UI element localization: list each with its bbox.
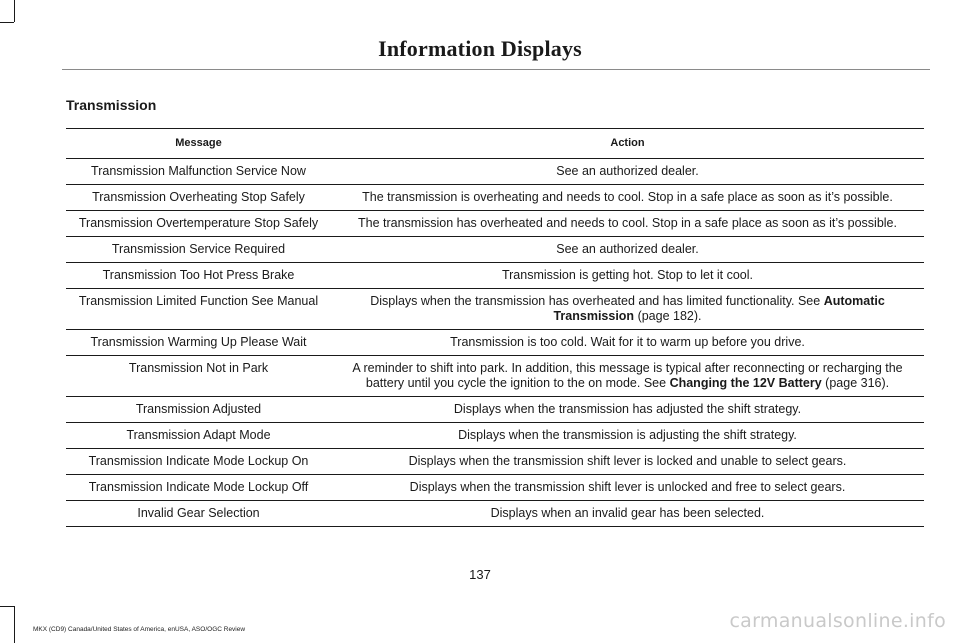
message-cell: Transmission Malfunction Service Now <box>66 159 331 185</box>
action-cell: Transmission is too cold. Wait for it to warm up before you drive. <box>331 330 924 356</box>
page-header-title: Information Displays <box>378 36 582 61</box>
message-cell: Transmission Adapt Mode <box>66 423 331 449</box>
message-cell: Invalid Gear Selection <box>66 501 331 527</box>
table-row <box>66 397 924 423</box>
message-cell: Transmission Overtemperature Stop Safely <box>66 211 331 237</box>
messages-table <box>66 128 924 527</box>
crop-mark-bottom-left-vertical <box>14 606 15 643</box>
message-cell: Transmission Overheating Stop Safely <box>66 185 331 211</box>
action-cell: Displays when the transmission shift lever is unlocked and free to select gears. <box>331 475 924 501</box>
crop-mark-top-left-vertical <box>14 0 15 22</box>
action-cell: Displays when the transmission has adjusted the shift strategy. <box>331 397 924 423</box>
header-divider <box>62 69 930 70</box>
crop-mark-top-left-horizontal <box>0 22 14 23</box>
column-header-message: Message <box>66 129 331 159</box>
action-cell: The transmission is overheating and needs to cool. Stop in a safe place as soon as it’s possible. <box>331 185 924 211</box>
message-cell: Transmission Limited Function See Manual <box>66 289 331 330</box>
table-row <box>66 289 924 330</box>
section-title: Transmission <box>66 97 157 113</box>
column-header-action: Action <box>331 129 924 159</box>
document-info: MKX (CD9) Canada/United States of America, enUSA, ASO/OGC Review <box>33 626 246 633</box>
action-cell: Displays when an invalid gear has been selected. <box>331 501 924 527</box>
action-cell <box>331 289 924 330</box>
table-row <box>66 423 924 449</box>
action-text: A reminder to shift into park. In addition, this message is typical after reconnecting or recharging the battery until you cycle the ignition to the on mode. See <box>352 361 903 390</box>
table-row <box>66 263 924 289</box>
message-cell: Transmission Indicate Mode Lockup On <box>66 449 331 475</box>
cross-reference-link[interactable]: Changing the 12V Battery <box>669 376 822 390</box>
table-row <box>66 211 924 237</box>
message-cell: Transmission Too Hot Press Brake <box>66 263 331 289</box>
cross-reference-link[interactable]: Automatic Transmission <box>553 294 885 323</box>
cross-reference-page: (page 316). <box>825 376 890 390</box>
message-cell: Transmission Not in Park <box>66 356 331 397</box>
message-cell: Transmission Indicate Mode Lockup Off <box>66 475 331 501</box>
table-header-row <box>66 129 924 159</box>
action-cell: Displays when the transmission is adjusting the shift strategy. <box>331 423 924 449</box>
message-cell: Transmission Warming Up Please Wait <box>66 330 331 356</box>
table-row <box>66 159 924 185</box>
message-cell: Transmission Service Required <box>66 237 331 263</box>
watermark: carmanualsonline.info <box>729 610 946 632</box>
table-row <box>66 330 924 356</box>
action-cell: See an authorized dealer. <box>331 237 924 263</box>
table-row <box>66 449 924 475</box>
action-text: Displays when the transmission has overheated and has limited functionality. See <box>370 294 821 308</box>
action-cell: Transmission is getting hot. Stop to let it cool. <box>331 263 924 289</box>
table-row <box>66 501 924 527</box>
message-cell: Transmission Adjusted <box>66 397 331 423</box>
action-cell: See an authorized dealer. <box>331 159 924 185</box>
action-cell <box>331 356 924 397</box>
crop-mark-bottom-left-horizontal <box>0 606 14 607</box>
table-row <box>66 356 924 397</box>
action-cell: Displays when the transmission shift lever is locked and unable to select gears. <box>331 449 924 475</box>
action-cell: The transmission has overheated and needs to cool. Stop in a safe place as soon as it’s possible. <box>331 211 924 237</box>
table-row <box>66 475 924 501</box>
cross-reference-page: (page 182). <box>637 309 702 323</box>
table-row <box>66 185 924 211</box>
table-row <box>66 237 924 263</box>
page-number: 137 <box>469 567 491 582</box>
